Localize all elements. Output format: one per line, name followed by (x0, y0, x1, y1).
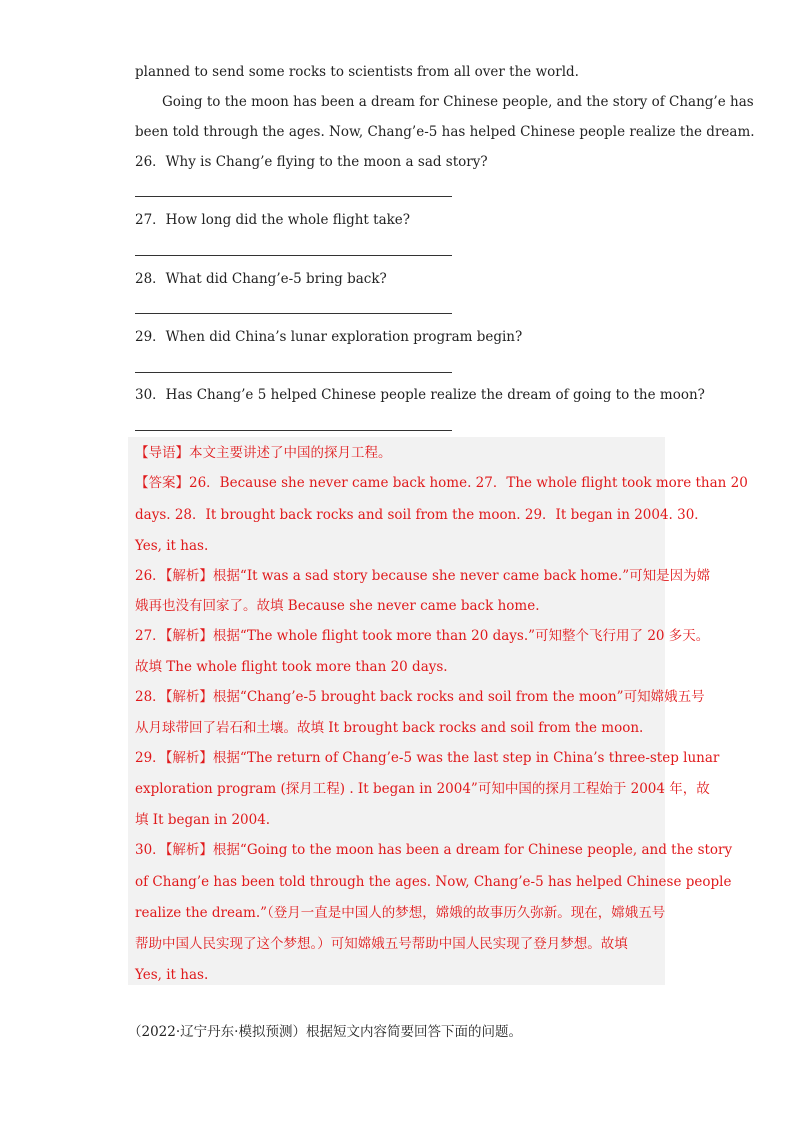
passage-line: Going to the moon has been a dream for Chinese people, and the story of Chang’e has (162, 94, 754, 110)
question-30: 30．Has Chang’e 5 helped Chinese people realize the dream of going to the moon? (135, 387, 705, 403)
answer-blank-26[interactable] (135, 196, 452, 197)
analysis-line: 故填 The whole flight took more than 20 days. (135, 659, 448, 675)
answer-blank-27[interactable] (135, 255, 452, 256)
answer-blank-30[interactable] (135, 430, 452, 431)
question-26: 26．Why is Chang’e flying to the moon a sad story? (135, 154, 488, 170)
passage-line: planned to send some rocks to scientists from all over the world. (135, 64, 579, 80)
analysis-line: 26．【解析】根据“It was a sad story because she never came back home.”可知是因为嫦 (135, 568, 711, 584)
analysis-line: 30．【解析】根据“Going to the moon has been a dream for Chinese people, and the story (135, 842, 733, 858)
analysis-line: realize the dream.”（登月一直是中国人的梦想，嫦娥的故事历久弥新。现在，嫦娥五号 (135, 905, 666, 921)
answer-blank-29[interactable] (135, 372, 452, 373)
question-28: 28．What did Chang’e-5 bring back? (135, 271, 387, 287)
analysis-line: exploration program (探月工程) . It began in 2004”可知中国的探月工程始于 2004 年，故 (135, 781, 710, 797)
passage-line: been told through the ages. Now, Chang’e-5 has helped Chinese people realize the dream. (135, 124, 755, 140)
analysis-line: 28．【解析】根据“Chang’e-5 brought back rocks and soil from the moon”可知嫦娥五号 (135, 689, 705, 705)
analysis-line: 【导语】本文主要讲述了中国的探月工程。 (135, 445, 392, 461)
analysis-line: 帮助中国人民实现了这个梦想。）可知嫦娥五号帮助中国人民实现了登月梦想。故填 (135, 936, 628, 952)
analysis-line: 填 It began in 2004. (135, 812, 271, 828)
analysis-line: of Chang’e has been told through the ages. Now, Chang’e-5 has helped Chinese people (135, 874, 732, 890)
answer-blank-28[interactable] (135, 313, 452, 314)
analysis-line: 29．【解析】根据“The return of Chang’e-5 was the last step in China’s three-step lunar (135, 750, 720, 766)
analysis-line: Yes, it has. (135, 538, 209, 554)
analysis-line: 27．【解析】根据“The whole flight took more than 20 days.”可知整个飞行用了 20 多天。 (135, 628, 710, 644)
next-question-source: （2022·辽宁丹东·模拟预测）根据短文内容简要回答下面的问题。 (128, 1024, 522, 1040)
analysis-line: 娥再也没有回家了。故填 Because she never came back home. (135, 598, 540, 614)
question-29: 29．When did China’s lunar exploration program begin? (135, 329, 523, 345)
analysis-line: days. 28．It brought back rocks and soil from the moon. 29．It began in 2004. 30． (135, 507, 708, 523)
analysis-line: 从月球带回了岩石和土壤。故填 It brought back rocks and soil from the moon. (135, 720, 644, 736)
analysis-line: 【答案】26．Because she never came back home. 27．The whole flight took more than 20 (135, 475, 748, 491)
analysis-line: Yes, it has. (135, 967, 209, 983)
question-27: 27．How long did the whole flight take? (135, 212, 411, 228)
